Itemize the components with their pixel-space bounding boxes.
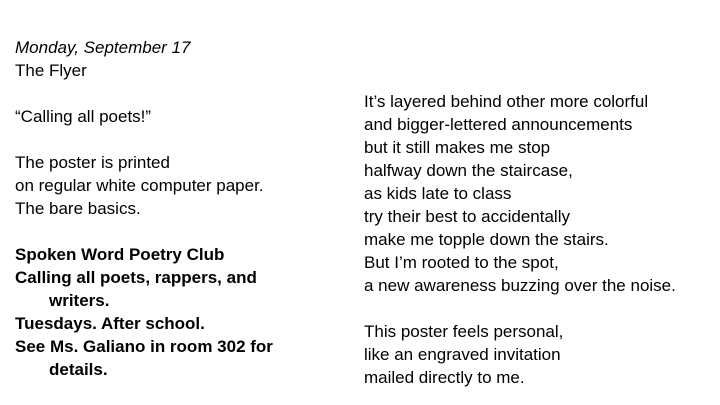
poster-desc-line: The bare basics.	[15, 199, 141, 218]
spacer	[15, 220, 335, 243]
poster-quote: “Calling all poets!”	[15, 107, 152, 126]
poster-text-line: Calling all poets, rappers, and	[15, 268, 257, 287]
spacer	[364, 297, 720, 320]
stanza1-line: as kids late to class	[364, 184, 512, 203]
stanza2-line: This poster feels personal,	[364, 322, 564, 341]
poster-text-line: Tuesdays. After school.	[15, 314, 205, 333]
stanza1-line: a new awareness buzzing over the noise.	[364, 276, 676, 295]
poster-text-line: writers.	[49, 291, 110, 310]
stanza2-line: like an engraved invitation	[364, 345, 561, 364]
stanza1-line: halfway down the staircase,	[364, 161, 573, 180]
poster-text-line: Spoken Word Poetry Club	[15, 245, 225, 264]
spacer	[15, 82, 335, 105]
poster-text-line: details.	[49, 360, 108, 379]
stanza1-line: and bigger-lettered announcements	[364, 115, 633, 134]
poster-text-line: See Ms. Galiano in room 302 for	[15, 337, 273, 356]
right-column	[364, 90, 720, 389]
poster-desc-line: on regular white computer paper.	[15, 176, 264, 195]
stanza1-line: But I’m rooted to the spot,	[364, 253, 559, 272]
stanza1-line: make me topple down the stairs.	[364, 230, 609, 249]
poster-desc-line: The poster is printed	[15, 153, 170, 172]
poem-title: The Flyer	[15, 61, 87, 80]
left-column	[15, 36, 335, 381]
stanza1-line: It’s layered behind other more colorful	[364, 92, 649, 111]
stanza2-line: mailed directly to me.	[364, 368, 525, 387]
stanza1-line: try their best to accidentally	[364, 207, 570, 226]
entry-date: Monday, September 17	[15, 38, 191, 57]
stanza1-line: but it still makes me stop	[364, 138, 551, 157]
spacer	[15, 128, 335, 151]
